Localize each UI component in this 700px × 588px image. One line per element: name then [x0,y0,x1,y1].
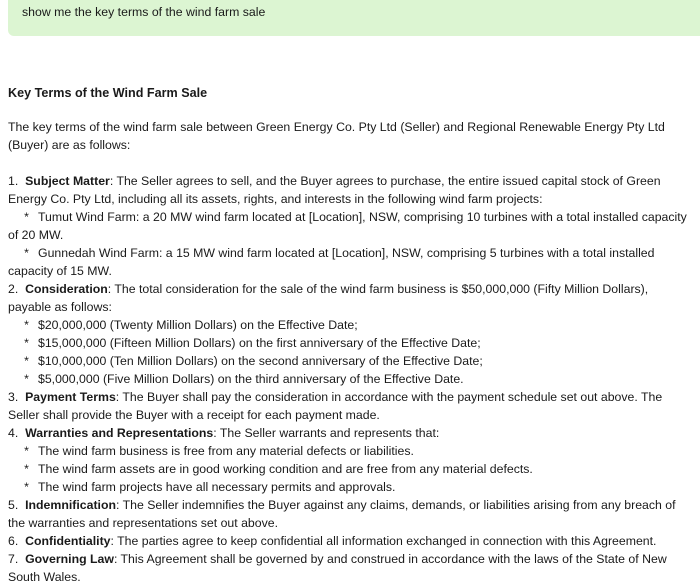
term-number: 2. [8,282,19,296]
user-prompt-bubble [8,0,700,36]
term-label: Subject Matter [25,174,110,188]
term-text: : The Buyer shall pay the consideration in accordance with the payment schedule set out above. The Seller shall provide the Buyer with a receipt for each payment made. [8,390,663,422]
term-bullet [8,352,692,370]
term-number: 7. [8,552,19,566]
user-prompt-text: show me the key terms of the wind farm sale [22,5,266,19]
bullet-marker: * [24,246,29,260]
term-label: Payment Terms [25,390,116,404]
term-item [8,424,692,442]
term-item [8,550,692,586]
bullet-text: $20,000,000 (Twenty Million Dollars) on the Effective Date; [38,318,358,332]
response-intro: The key terms of the wind farm sale between Green Energy Co. Pty Ltd (Seller) and Regional Renewable Energy Pty Ltd (Buyer) are as follows: [8,120,665,152]
term-text: : The Seller indemnifies the Buyer against any claims, demands, or liabilities arising from any breach of the warranties and representations set out above. [8,498,676,530]
bullet-marker: * [24,318,29,332]
bullet-marker: * [24,210,29,224]
term-bullet [8,208,692,244]
term-number: 6. [8,534,19,548]
bullet-text: Gunnedah Wind Farm: a 15 MW wind farm located at [Location], NSW, comprising 5 turbines with a total installed capacity of 15 MW. [8,246,655,278]
term-number: 3. [8,390,19,404]
bullet-text: $5,000,000 (Five Million Dollars) on the third anniversary of the Effective Date. [38,372,464,386]
term-label: Indemnification [25,498,116,512]
bullet-text: Tumut Wind Farm: a 20 MW wind farm located at [Location], NSW, comprising 10 turbines with a total installed capacity of 20 MW. [8,210,687,242]
bullet-text: The wind farm business is free from any material defects or liabilities. [38,444,414,458]
term-bullet [8,460,692,478]
bullet-text: $15,000,000 (Fifteen Million Dollars) on the first anniversary of the Effective Date; [38,336,481,350]
term-number: 4. [8,426,19,440]
term-item [8,388,692,424]
bullet-text: $10,000,000 (Ten Million Dollars) on the second anniversary of the Effective Date; [38,354,483,368]
bullet-marker: * [24,354,29,368]
term-item [8,496,692,532]
bullet-marker: * [24,480,29,494]
term-text: : The Seller agrees to sell, and the Buyer agrees to purchase, the entire issued capital stock of Green Energy Co. Pty Ltd, including all its assets, rights, and interests in the following wind farm projects: [8,174,661,206]
term-label: Confidentiality [25,534,111,548]
term-text: : The Seller warrants and represents that: [213,426,440,440]
assistant-response [8,84,692,586]
term-bullet [8,244,692,280]
term-item [8,280,692,316]
term-label: Warranties and Representations [25,426,214,440]
bullet-marker: * [24,462,29,476]
term-label: Consideration [25,282,108,296]
term-bullet [8,316,692,334]
bullet-marker: * [24,372,29,386]
bullet-text: The wind farm assets are in good working condition and are free from any material defects. [38,462,533,476]
term-number: 1. [8,174,19,188]
term-bullet [8,478,692,496]
bullet-marker: * [24,336,29,350]
response-title: Key Terms of the Wind Farm Sale [8,86,208,100]
bullet-marker: * [24,444,29,458]
term-text: : The total consideration for the sale of the wind farm business is $50,000,000 (Fifty Million Dollars), payable as follows: [8,282,649,314]
term-bullet [8,334,692,352]
term-label: Governing Law [25,552,114,566]
term-item [8,172,692,208]
key-terms-list [8,172,692,586]
term-bullet [8,442,692,460]
term-item [8,532,692,550]
term-number: 5. [8,498,19,512]
term-text: : The parties agree to keep confidential all information exchanged in connection with this Agreement. [110,534,657,548]
term-text: : This Agreement shall be governed by and construed in accordance with the laws of the State of New South Wales. [8,552,667,584]
bullet-text: The wind farm projects have all necessary permits and approvals. [38,480,396,494]
term-bullet [8,370,692,388]
